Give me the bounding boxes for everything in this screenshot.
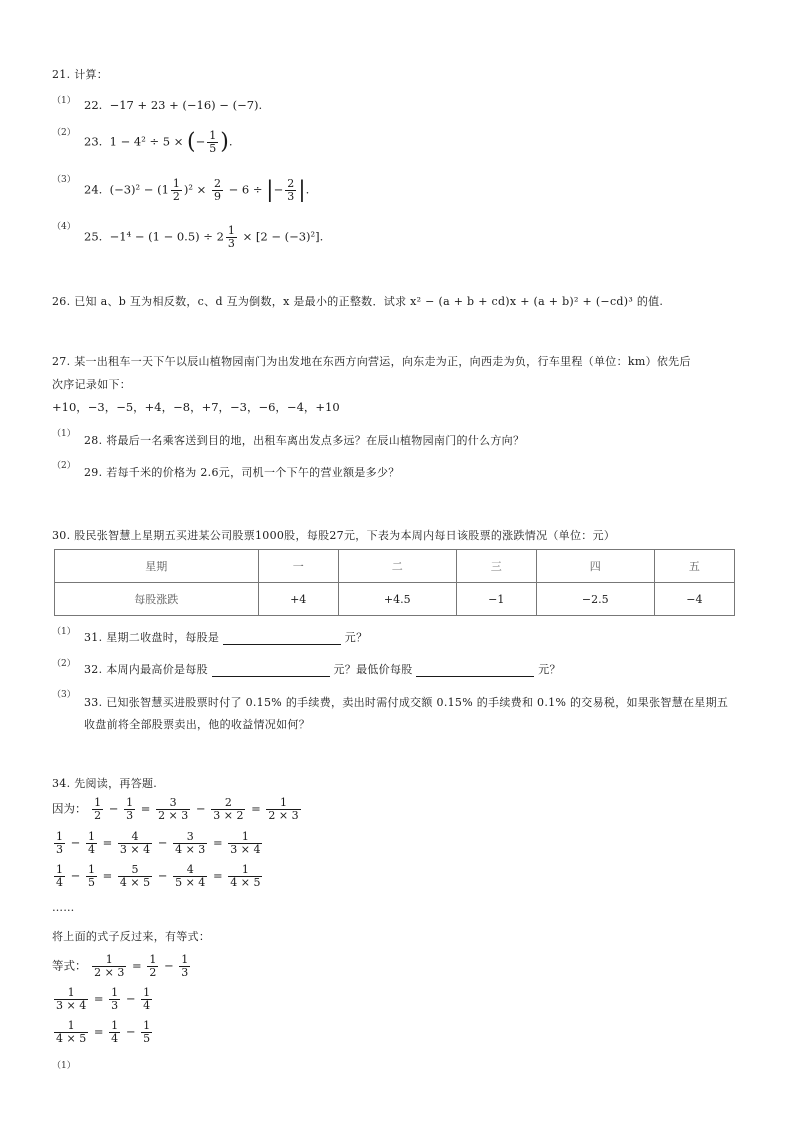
table-cell: −4 <box>654 583 734 616</box>
q34-because-label: 因为： <box>52 801 87 816</box>
table-header-row <box>55 550 735 583</box>
q34-rev-line1: 等式： $\frac{1}{2 \times 3}$ = $\frac{1}{2}$ − $\frac{1}{3}$ <box>52 953 189 979</box>
q34-because-line: 因为： $\frac{1}{2}$ − $\frac{1}{3}$ = $\frac{3}{2 \times 3}$ − $\frac{2}{3 \times 2}$ = $\frac{1}{2 \times 3}$ <box>52 796 299 822</box>
q21-part2-expr: 1 − 4² ÷ 5 × <box>109 134 184 149</box>
q27-part1-tag: （1） <box>52 429 76 439</box>
q21-part4-expr-a: −1⁴ − (1 − 0.5) ÷ 2 <box>109 229 224 244</box>
q30-part2-text-b: 元？最低价每股 <box>333 663 413 676</box>
q34-title: 34. 先阅读，再答题. <box>52 777 158 790</box>
q27-part2-tag: （2） <box>52 461 76 471</box>
q21-part2-num: 23. <box>84 134 103 149</box>
q30-part2-text-a: 32. 本周内最高价是每股 <box>84 663 208 676</box>
q30-part3-line2: 收盘前将全部股票卖出，他的收益情况如何？ <box>84 718 310 731</box>
q30-part3-tag: （3） <box>52 690 76 700</box>
q21-part4-expr-b: × [2 − (−3)²]. <box>242 229 324 244</box>
table-header-cell: 四 <box>536 550 654 583</box>
q27-record: +10，−3，−5，+4，−8，+7，−3，−6，−4，+10 <box>52 400 340 414</box>
q21-part1 <box>84 98 262 112</box>
table-cell: +4.5 <box>338 583 456 616</box>
q30-part1-tag: （1） <box>52 627 76 637</box>
q21-part4-fraction: $\frac{1}{3}$ <box>227 224 235 250</box>
answer-blank[interactable] <box>212 664 330 677</box>
q34-eq-line2: $\frac{1}{3}$ − $\frac{1}{4}$ = $\frac{4}{3 \times 4}$ − $\frac{3}{4 \times 3}$ = $\frac{1}{3 \times 4}$ <box>56 830 261 856</box>
table-cell: 每股涨跌 <box>55 583 259 616</box>
q34-rev-line3: $\frac{1}{4 \times 5}$ = $\frac{1}{4}$ − $\frac{1}{5}$ <box>56 1019 151 1045</box>
answer-blank[interactable] <box>416 664 534 677</box>
q21-part4-num: 25. <box>84 229 103 244</box>
q21-title: 21. 计算： <box>52 68 109 81</box>
q21-part3-frac3: $\frac{2}{3}$ <box>287 177 295 203</box>
stock-change-table <box>54 549 735 616</box>
q21-part3: 24. (−3)² − (1 $\frac{1}{2}$ )² × $\frac{2}{9}$ − 6 ÷ |− $\frac{2}{3}$ |. <box>84 177 310 203</box>
table-cell: −2.5 <box>536 583 654 616</box>
q21-part1-expr: −17 + 23 + (−16) − (−7). <box>109 98 263 112</box>
q30-part2-unit: 元？ <box>538 663 561 676</box>
q27-line1: 27. 某一出租车一天下午以辰山植物园南门为出发地在东西方向营运，向东走为正，向西走为负，行车里程（单位：km）依先后 <box>52 355 691 368</box>
q21-part3-mixed: $\frac{1}{2}$ <box>172 177 180 203</box>
table-header-cell: 一 <box>258 550 338 583</box>
q30-part2 <box>84 661 561 677</box>
table-header-cell: 五 <box>654 550 734 583</box>
table-cell: −1 <box>456 583 536 616</box>
table-header-cell: 三 <box>456 550 536 583</box>
q21-part3-tag: （3） <box>52 175 76 185</box>
q34-rev-line2: $\frac{1}{3 \times 4}$ = $\frac{1}{3}$ − $\frac{1}{4}$ <box>56 986 151 1012</box>
q34-last-tag: （1） <box>52 1061 76 1071</box>
q21-part2-tag: （2） <box>52 128 76 138</box>
table-row <box>55 583 735 616</box>
q21-part4 <box>84 225 323 250</box>
q21-part2: 23. 1 − 4² ÷ 5 × (− $\frac{1}{5}$ ). <box>84 129 233 155</box>
q30-part3-line1: 33. 已知张智慧买进股票时付了 0.15% 的手续费，卖出时需付成交额 0.15% 的手续费和 0.1% 的交易税，如果张智慧在星期五 <box>84 696 729 709</box>
q27-part2-text: 29. 若每千米的价格为 2.6元，司机一个下午的营业额是多少？ <box>84 466 400 479</box>
q27-part1-text: 28. 将最后一名乘客送到目的地，出租车离出发点多远？在辰山植物园南门的什么方向？ <box>84 434 525 447</box>
q30-intro: 30. 股民张智慧上星期五买进某公司股票1000股，每股27元，下表为本周内每日该股票的涨跌情况（单位：元） <box>52 529 616 542</box>
q21-part3-frac2: $\frac{2}{9}$ <box>213 177 221 203</box>
q30-part1 <box>84 629 367 645</box>
q21-part1-tag: （1） <box>52 96 76 106</box>
answer-blank[interactable] <box>223 632 341 645</box>
q34-eq-label: 等式： <box>52 958 87 973</box>
q30-part1-text: 31. 星期二收盘时，每股是 <box>84 631 220 644</box>
q30-part1-unit: 元？ <box>344 631 368 644</box>
q30-part2-tag: （2） <box>52 659 76 669</box>
q34-eq-line3: $\frac{1}{4}$ − $\frac{1}{5}$ = $\frac{5}{4 \times 5}$ − $\frac{4}{5 \times 4}$ = $\frac{1}{4 \times 5}$ <box>56 863 261 889</box>
q21-part3-expr-b: )² × <box>183 182 207 197</box>
q21-part3-expr-a: (−3)² − (1 <box>109 182 169 197</box>
q21-part3-expr-c: − 6 ÷ <box>228 182 263 197</box>
q21-part4-tag: （4） <box>52 222 76 232</box>
q34-dots: …… <box>52 901 75 914</box>
q21-part3-num: 24. <box>84 182 103 197</box>
table-header-cell: 二 <box>338 550 456 583</box>
table-cell: +4 <box>258 583 338 616</box>
q21-part1-num: 22. <box>84 98 103 112</box>
q21-part2-fraction: $\frac{1}{5}$ <box>209 129 217 155</box>
q27-line2: 次序记录如下： <box>52 378 132 391</box>
table-header-cell: 星期 <box>55 550 259 583</box>
q26-text: 26. 已知 a、b 互为相反数，c、d 互为倒数，x 是最小的正整数．试求 x² − (a + b + cd)x + (a + b)² + (−cd)³ 的值. <box>52 295 664 308</box>
q34-reverse: 将上面的式子反过来，有等式： <box>52 930 211 943</box>
